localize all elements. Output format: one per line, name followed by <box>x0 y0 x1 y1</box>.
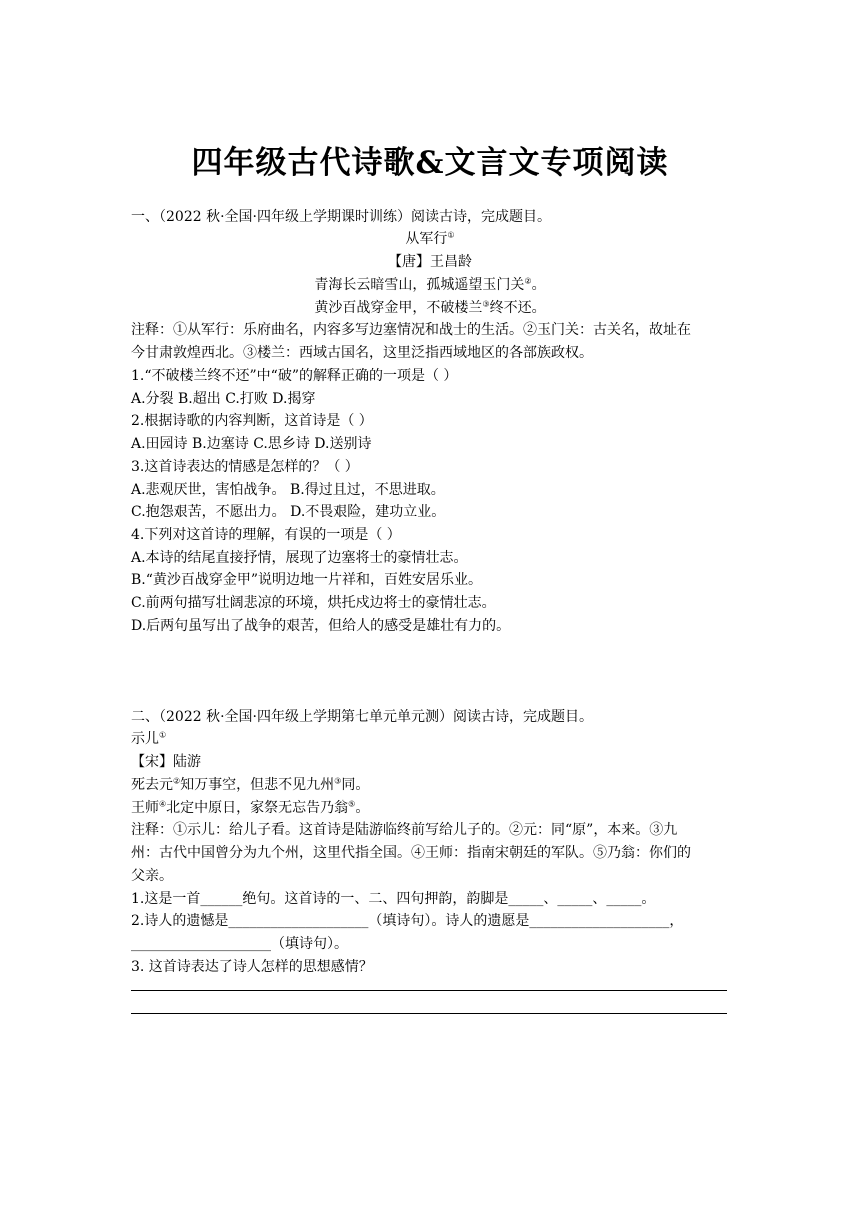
poem1-notes: 注释：①从军行：乐府曲名，内容多写边塞情况和战士的生活。②玉门关：古关名，故址在 <box>131 322 691 338</box>
poem2-notes: 父亲。 <box>131 868 173 884</box>
s1-question-2-options: A.田园诗 B.边塞诗 C.思乡诗 D.送别诗 <box>131 436 372 452</box>
poem2-title: 示儿① <box>131 730 167 747</box>
answer-line <box>131 990 727 991</box>
poem1-notes: 今甘肃敦煌西北。③楼兰：西域古国名，这里泛指西域地区的各部族政权。 <box>131 345 593 361</box>
s1-question-4-option: C.前两句描写壮阔悲凉的环境，烘托戍边将士的豪情壮志。 <box>131 595 496 611</box>
s1-question-4-option: A.本诗的结尾直接抒情，展现了边塞将士的豪情壮志。 <box>131 550 468 566</box>
poem2-author: 【宋】陆游 <box>131 754 201 770</box>
s1-question-3-options: C.抱怨艰苦，不愿出力。 D.不畏艰险，建功立业。 <box>131 504 446 520</box>
s2-question-1: 1.这是一首______绝句。这首诗的一、二、四句押韵，韵脚是_____、_____、_____。 <box>131 891 656 907</box>
s1-question-2: 2.根据诗歌的内容判断，这首诗是（ ） <box>131 413 373 429</box>
s2-question-2: 2.诗人的遗憾是____________________（填诗句）。诗人的遗愿是____________________， <box>131 913 684 929</box>
poem2-notes: 注释：①示儿：给儿子看。这首诗是陆游临终前写给儿子的。②元：同“原”，本来。③九 <box>131 822 678 838</box>
poem2-notes: 州：古代中国曾分为九个州，这里代指全国。④王师：指南宋朝廷的军队。⑤乃翁：你们的 <box>131 845 691 861</box>
s1-question-4-option: D.后两句虽写出了战争的艰苦，但给人的感受是雄壮有力的。 <box>131 618 511 634</box>
s1-question-1-options: A.分裂 B.超出 C.打败 D.揭穿 <box>131 391 316 407</box>
poem1-title: 从军行① <box>405 230 455 247</box>
poem1-line1: 青海长云暗雪山，孤城遥望玉门关②。 <box>314 276 546 293</box>
page-title: 四年级古代诗歌&文言文专项阅读 <box>191 145 669 181</box>
s1-question-3: 3.这首诗表达的情感是怎样的？（ ） <box>131 459 359 475</box>
poem1-author: 【唐】王昌龄 <box>388 254 472 270</box>
s1-question-1: 1.“不破楼兰终不还”中“破”的解释正确的一项是（ ） <box>131 368 458 384</box>
poem2-line2: 王师④北定中原日，家祭无忘告乃翁⑤。 <box>131 799 370 816</box>
s1-question-4: 4.下列对这首诗的理解，有误的一项是（ ） <box>131 527 401 543</box>
s1-question-3-options: A.悲观厌世，害怕战争。 B.得过且过，不思进取。 <box>131 482 445 498</box>
s1-question-4-option: B.“黄沙百战穿金甲”说明边地一片祥和，百姓安居乐业。 <box>131 572 483 588</box>
s2-question-3: 3. 这首诗表达了诗人怎样的思想感情？ <box>131 959 373 975</box>
answer-line <box>131 1013 727 1014</box>
s2-question-2: ____________________（填诗句）。 <box>131 936 348 952</box>
poem1-line2: 黄沙百战穿金甲，不破楼兰③终不还。 <box>314 299 546 316</box>
poem2-line1: 死去元②知万事空，但悲不见九州③同。 <box>131 776 370 793</box>
section2-header: 二、（2022 秋·全国·四年级上学期第七单元单元测）阅读古诗，完成题目。 <box>131 709 593 725</box>
section1-header: 一、（2022 秋·全国·四年级上学期课时训练）阅读古诗，完成题目。 <box>131 209 551 225</box>
